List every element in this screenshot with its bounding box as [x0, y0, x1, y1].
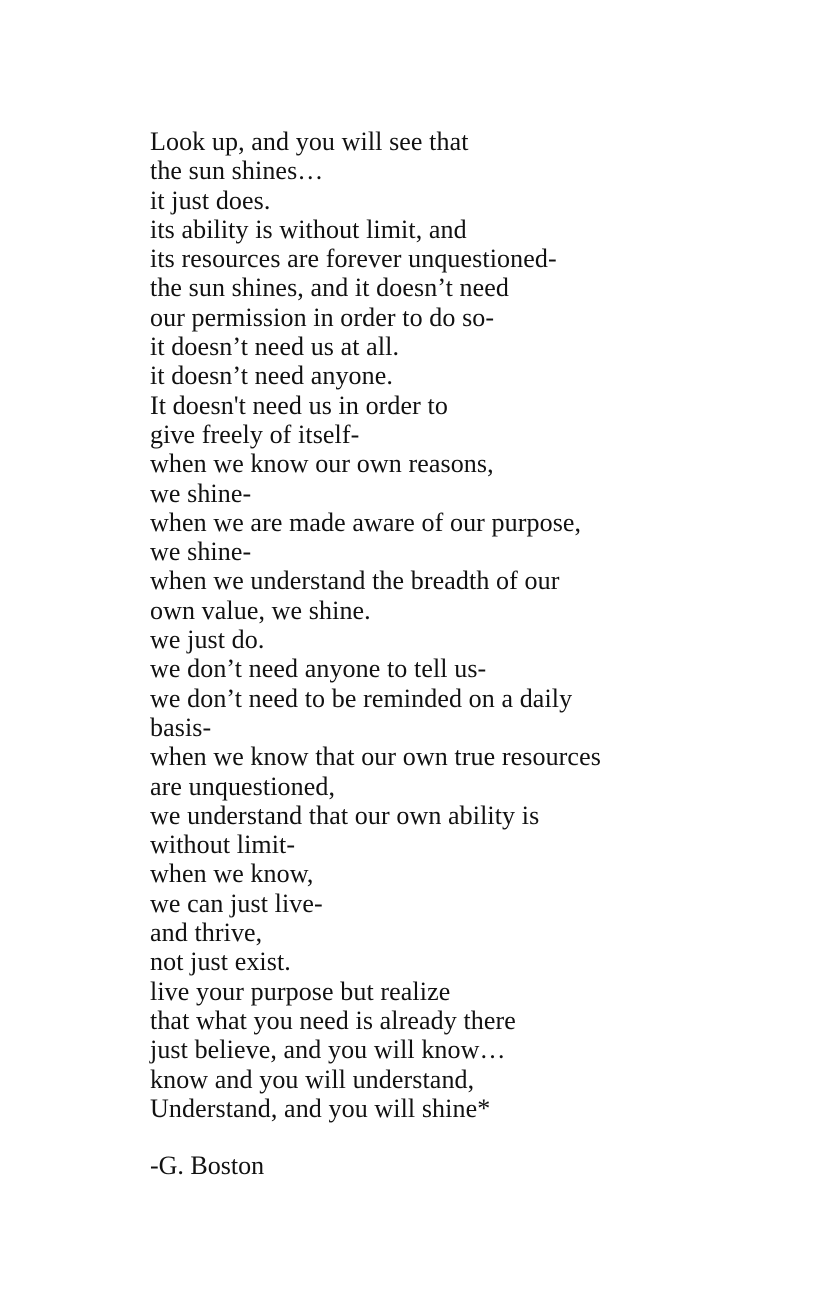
- poem-line: without limit-: [150, 830, 296, 860]
- poem-line: know and you will understand,: [150, 1064, 475, 1094]
- poem-line: we don’t need to be reminded on a daily: [150, 683, 573, 713]
- poem-line: we shine-: [150, 537, 252, 567]
- poem-line: it doesn’t need us at all.: [150, 332, 400, 362]
- poem-line: when we know,: [150, 859, 314, 889]
- poem-line: and thrive,: [150, 918, 263, 948]
- poem-line: its resources are forever unquestioned-: [150, 244, 557, 274]
- poem-line: the sun shines…: [150, 156, 324, 186]
- poem-line: that what you need is already there: [150, 1005, 516, 1035]
- poem-line: we shine-: [150, 478, 252, 508]
- poem-line: when we know that our own true resources: [150, 742, 601, 772]
- poem-line: the sun shines, and it doesn’t need: [150, 273, 510, 303]
- poem-line: live your purpose but realize: [150, 976, 451, 1006]
- poem-line: not just exist.: [150, 947, 291, 977]
- poem-line: we just do.: [150, 625, 265, 655]
- poem-line: when we know our own reasons,: [150, 449, 494, 479]
- poem-line: basis-: [150, 712, 212, 742]
- poem-line: when we understand the breadth of our: [150, 566, 560, 596]
- poem-line: we don’t need anyone to tell us-: [150, 654, 487, 684]
- poem-line: our permission in order to do so-: [150, 302, 495, 332]
- poem-line: its ability is without limit, and: [150, 214, 467, 244]
- poem-line: give freely of itself-: [150, 419, 360, 449]
- poem-signature: -G. Boston: [150, 1151, 265, 1180]
- poem-line: just believe, and you will know…: [150, 1035, 506, 1065]
- poem-line: it doesn’t need anyone.: [150, 361, 393, 391]
- poem-line: when we are made aware of our purpose,: [150, 507, 582, 537]
- poem-body: [150, 127, 810, 1123]
- poem-line: Look up, and you will see that: [150, 127, 469, 156]
- poem-line: are unquestioned,: [150, 771, 336, 801]
- poem-line: it just does.: [150, 185, 271, 215]
- poem-line: Understand, and you will shine*: [150, 1093, 491, 1123]
- poem-line: It doesn't need us in order to: [150, 390, 448, 420]
- poem-line: we understand that our own ability is: [150, 800, 540, 830]
- poem-line: own value, we shine.: [150, 595, 371, 625]
- poem-line: we can just live-: [150, 888, 323, 918]
